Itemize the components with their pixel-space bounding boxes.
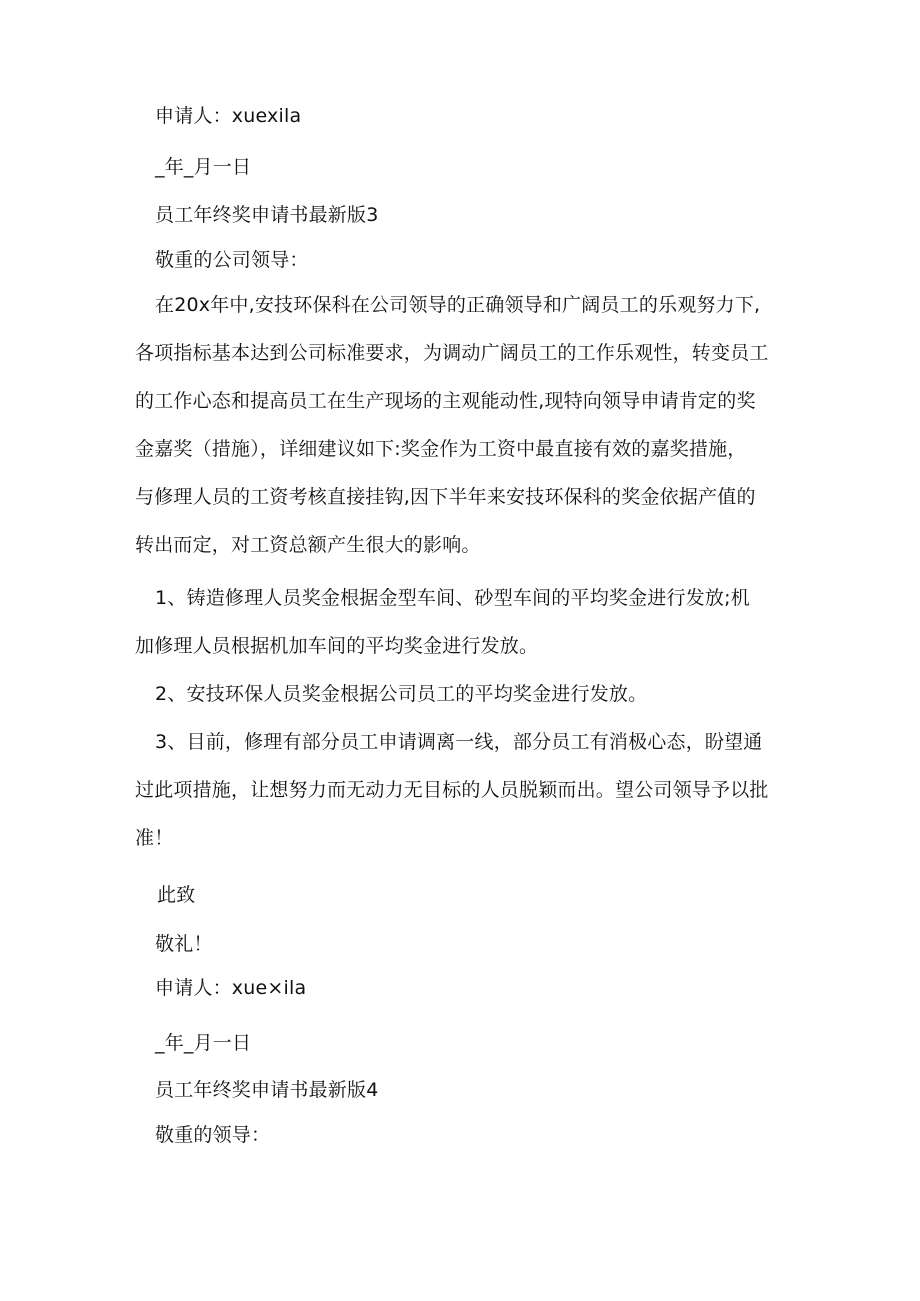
date-line: _年_月一日 bbox=[155, 1032, 252, 1054]
list-item-line: 过此项措施，让想努力而无动力无目标的人员脱颖而出。望公司领导予以批 bbox=[135, 779, 769, 801]
salutation: 敬重的公司领导： bbox=[155, 249, 309, 271]
list-item-line: 准！ bbox=[135, 827, 174, 849]
list-item-line: 3、目前，修理有部分员工申请调离一线，部分员工有消极心态，盼望通 bbox=[155, 731, 763, 753]
body-line: 与修理人员的工资考核直接挂钩,因下半年来安技环保科的奖金依据产值的 bbox=[135, 486, 756, 508]
list-item-3 bbox=[135, 718, 769, 862]
list-item-line: 1、铸造修理人员奖金根据金型车间、砂型车间的平均奖金进行发放;机 bbox=[155, 587, 750, 609]
list-item-2 bbox=[155, 670, 647, 718]
body-line: 的工作心态和提高员工在生产现场的主观能动性,现特向领导申请肯定的奖 bbox=[135, 390, 756, 412]
body-line: 在20x年中,安技环保科在公司领导的正确领导和广阔员工的乐观努力下, bbox=[155, 294, 761, 316]
body-paragraph bbox=[135, 281, 769, 569]
date-line: _年_月一日 bbox=[155, 156, 252, 178]
closing-greeting: 敬礼！ bbox=[155, 933, 213, 955]
section-title: 员工年终奖申请书最新版4 bbox=[155, 1079, 379, 1101]
salutation: 敬重的领导： bbox=[155, 1124, 271, 1146]
list-item-line: 加修理人员根据机加车间的平均奖金进行发放。 bbox=[135, 635, 539, 657]
applicant-line: 申请人：xuexila bbox=[155, 105, 302, 127]
closing-line: 此致 bbox=[157, 884, 196, 906]
list-item-line: 2、安技环保人员奖金根据公司员工的平均奖金进行发放。 bbox=[155, 683, 648, 705]
body-line: 金嘉奖（措施），详细建议如下:奖金作为工资中最直接有效的嘉奖措施， bbox=[135, 438, 747, 460]
body-line: 转出而定，对工资总额产生很大的影响。 bbox=[135, 534, 481, 556]
body-line: 各项指标基本达到公司标准要求，为调动广阔员工的工作乐观性，转变员工 bbox=[135, 342, 769, 364]
applicant-line: 申请人：xue×ila bbox=[155, 977, 307, 999]
list-item-1 bbox=[135, 574, 750, 670]
section-title: 员工年终奖申请书最新版3 bbox=[155, 204, 379, 226]
